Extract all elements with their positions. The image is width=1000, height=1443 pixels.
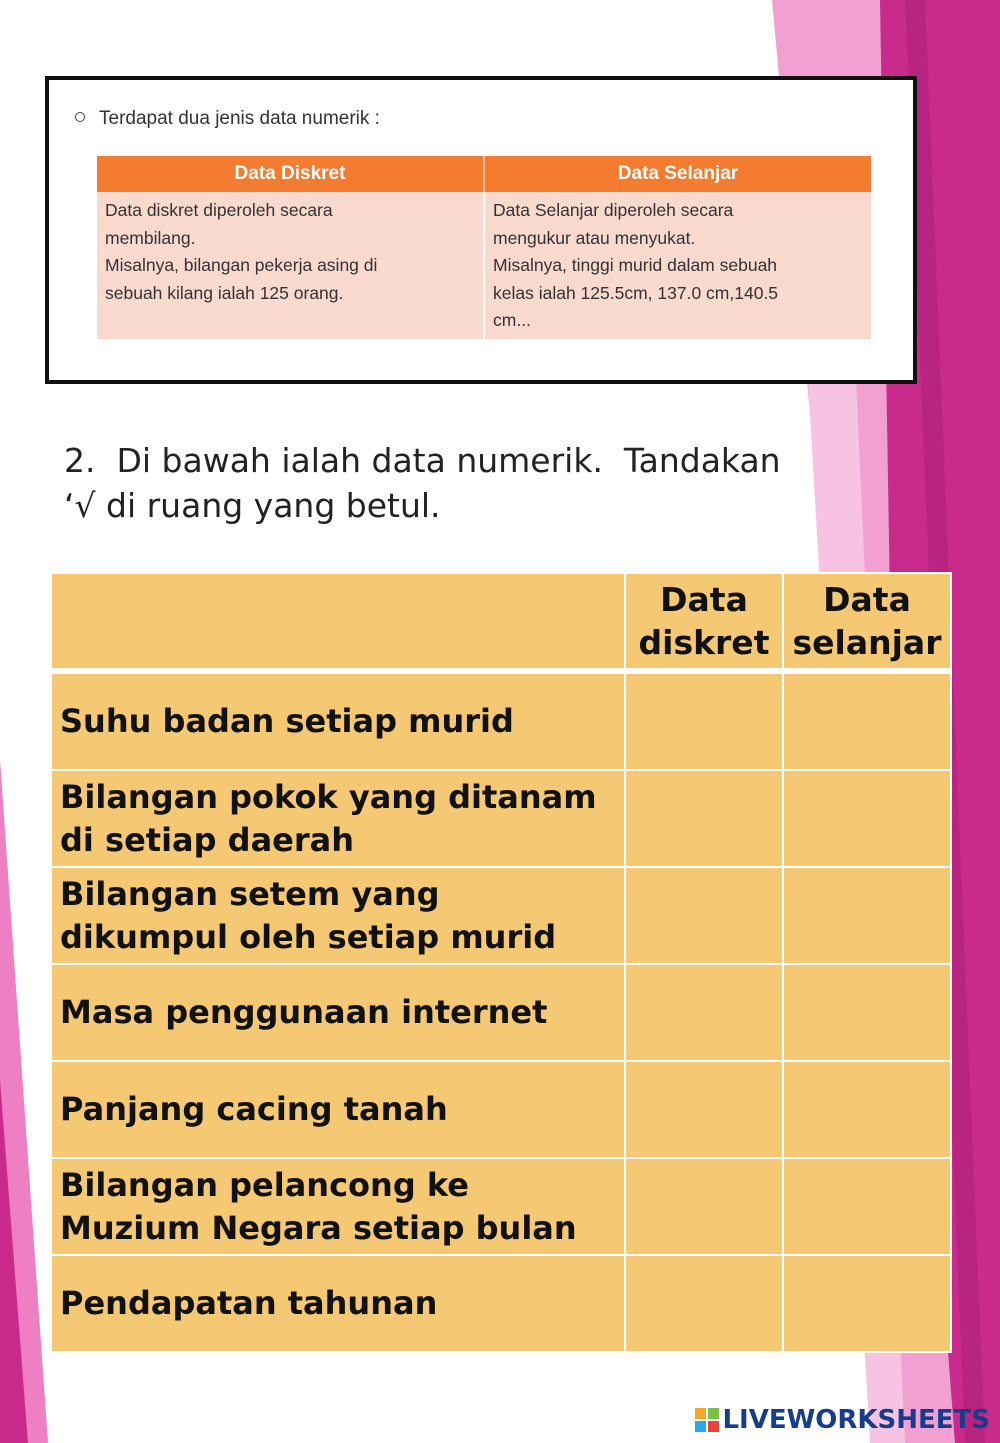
table-row — [51, 867, 951, 964]
info-cell-selanjar: Data Selanjar diperoleh secara mengukur atau menyukat. Misalnya, tinggi murid dalam sebuah kelas ialah 125.5cm, 137.0 cm,140.5 cm... — [484, 192, 871, 339]
answer-cell-diskret[interactable] — [625, 1255, 783, 1352]
question-line-1: 2. Di bawah ialah data numerik. Tandakan — [64, 441, 781, 480]
info-box — [45, 76, 917, 384]
header-data-diskret: Data diskret — [625, 573, 783, 671]
liveworksheets-logo-text: LIVEWORKSHEETS — [722, 1405, 990, 1435]
answer-table-header — [51, 573, 951, 671]
answer-cell-selanjar[interactable] — [783, 770, 951, 867]
table-row — [51, 1255, 951, 1352]
answer-cell-diskret[interactable] — [625, 770, 783, 867]
info-header-diskret: Data Diskret — [97, 156, 484, 192]
info-table — [97, 156, 871, 339]
row-label: Bilangan pokok yang ditanam di setiap daerah — [51, 770, 625, 867]
header-blank-cell — [51, 573, 625, 671]
row-label: Masa penggunaan internet — [51, 964, 625, 1061]
answer-cell-selanjar[interactable] — [783, 867, 951, 964]
info-bullet-row — [75, 108, 380, 130]
info-bullet-text: Terdapat dua jenis data numerik : — [99, 108, 380, 129]
row-label: Pendapatan tahunan — [51, 1255, 625, 1352]
table-row — [51, 1061, 951, 1158]
liveworksheets-logo[interactable] — [695, 1405, 990, 1435]
info-cell-diskret: Data diskret diperoleh secara membilang. Misalnya, bilangan pekerja asing di sebuah kilang ialah 125 orang. — [97, 192, 484, 339]
row-label: Panjang cacing tanah — [51, 1061, 625, 1158]
table-row — [51, 1158, 951, 1255]
answer-cell-selanjar[interactable] — [783, 1255, 951, 1352]
answer-cell-selanjar[interactable] — [783, 671, 951, 770]
header-data-selanjar: Data selanjar — [783, 573, 951, 671]
answer-cell-diskret[interactable] — [625, 1158, 783, 1255]
row-label: Bilangan pelancong ke Muzium Negara setiap bulan — [51, 1158, 625, 1255]
question-line-2: ‘√ di ruang yang betul. — [64, 486, 441, 525]
answer-cell-selanjar[interactable] — [783, 1061, 951, 1158]
table-row — [51, 964, 951, 1061]
bullet-icon — [75, 112, 85, 122]
answer-cell-selanjar[interactable] — [783, 1158, 951, 1255]
answer-cell-diskret[interactable] — [625, 671, 783, 770]
table-row — [51, 671, 951, 770]
question-text — [64, 438, 824, 528]
answer-table — [50, 572, 952, 1353]
answer-cell-diskret[interactable] — [625, 1061, 783, 1158]
answer-cell-diskret[interactable] — [625, 964, 783, 1061]
answer-cell-selanjar[interactable] — [783, 964, 951, 1061]
answer-cell-diskret[interactable] — [625, 867, 783, 964]
table-row — [51, 770, 951, 867]
liveworksheets-logo-icon — [695, 1408, 719, 1432]
row-label: Suhu badan setiap murid — [51, 671, 625, 770]
row-label: Bilangan setem yang dikumpul oleh setiap murid — [51, 867, 625, 964]
info-header-selanjar: Data Selanjar — [484, 156, 871, 192]
